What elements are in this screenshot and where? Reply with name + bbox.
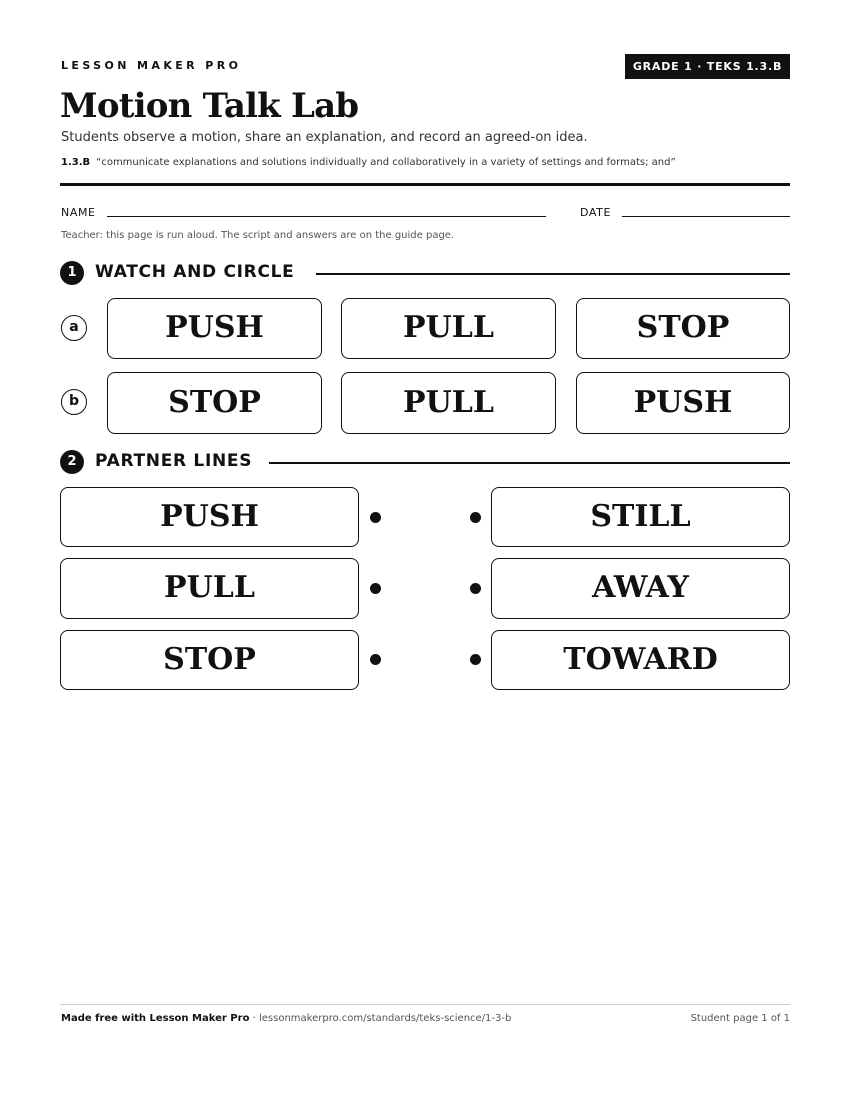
page-title: Motion Talk Lab bbox=[60, 86, 359, 126]
header-divider bbox=[60, 183, 790, 186]
section-partner-lines-header bbox=[60, 449, 790, 475]
name-field[interactable] bbox=[107, 216, 546, 217]
section-number-badge: 2 bbox=[60, 450, 84, 474]
section-watch-and-circle-header bbox=[60, 260, 790, 286]
match-right-box-1[interactable]: STILL bbox=[491, 487, 790, 547]
section-number-badge: 1 bbox=[60, 261, 84, 285]
row-letter-b: b bbox=[61, 389, 87, 415]
standard-code: 1.3.B bbox=[61, 157, 91, 168]
match-left-dot-1[interactable] bbox=[370, 512, 381, 523]
page-subtitle: Students observe a motion, share an explanation, and record an agreed-on idea. bbox=[61, 130, 588, 145]
name-label: NAME bbox=[61, 206, 96, 219]
choice-box-a-2[interactable]: PULL bbox=[341, 298, 556, 359]
match-right-dot-2[interactable] bbox=[470, 583, 481, 594]
footer-url-link[interactable]: lessonmakerpro.com/standards/teks-science/1-3-b bbox=[258, 1013, 512, 1024]
footer-divider bbox=[60, 1004, 790, 1005]
match-right-box-3[interactable]: TOWARD bbox=[491, 630, 790, 690]
footer-credit bbox=[61, 1013, 511, 1024]
choice-box-b-1[interactable]: STOP bbox=[107, 372, 322, 434]
match-right-dot-1[interactable] bbox=[470, 512, 481, 523]
grade-badge: GRADE 1 · TEKS 1.3.B bbox=[625, 54, 790, 79]
standard-text: “communicate explanations and solutions individually and collaboratively in a variety of settings and formats; and” bbox=[96, 157, 676, 168]
row-letter-a: a bbox=[61, 315, 87, 341]
match-left-box-2[interactable]: PULL bbox=[60, 558, 359, 619]
match-left-dot-2[interactable] bbox=[370, 583, 381, 594]
choice-box-b-2[interactable]: PULL bbox=[341, 372, 556, 434]
choice-box-a-3[interactable]: STOP bbox=[576, 298, 790, 359]
match-left-box-1[interactable]: PUSH bbox=[60, 487, 359, 547]
brand-label: LESSON MAKER PRO bbox=[61, 59, 242, 72]
date-field[interactable] bbox=[622, 216, 790, 217]
section-title: WATCH AND CIRCLE bbox=[95, 262, 295, 282]
match-left-box-3[interactable]: STOP bbox=[60, 630, 359, 690]
choice-box-a-1[interactable]: PUSH bbox=[107, 298, 322, 359]
date-label: DATE bbox=[580, 206, 612, 219]
section-divider bbox=[269, 462, 790, 464]
match-left-dot-3[interactable] bbox=[370, 654, 381, 665]
section-title: PARTNER LINES bbox=[95, 451, 253, 471]
section-divider bbox=[316, 273, 790, 275]
choice-box-b-3[interactable]: PUSH bbox=[576, 372, 790, 434]
match-right-box-2[interactable]: AWAY bbox=[491, 558, 790, 619]
footer-separator: · bbox=[249, 1013, 259, 1024]
footer-made-with: Made free with Lesson Maker Pro bbox=[61, 1013, 250, 1024]
standard-line bbox=[61, 157, 676, 168]
match-right-dot-3[interactable] bbox=[470, 654, 481, 665]
footer-page-number: Student page 1 of 1 bbox=[690, 1013, 790, 1024]
teacher-note: Teacher: this page is run aloud. The script and answers are on the guide page. bbox=[61, 230, 455, 241]
